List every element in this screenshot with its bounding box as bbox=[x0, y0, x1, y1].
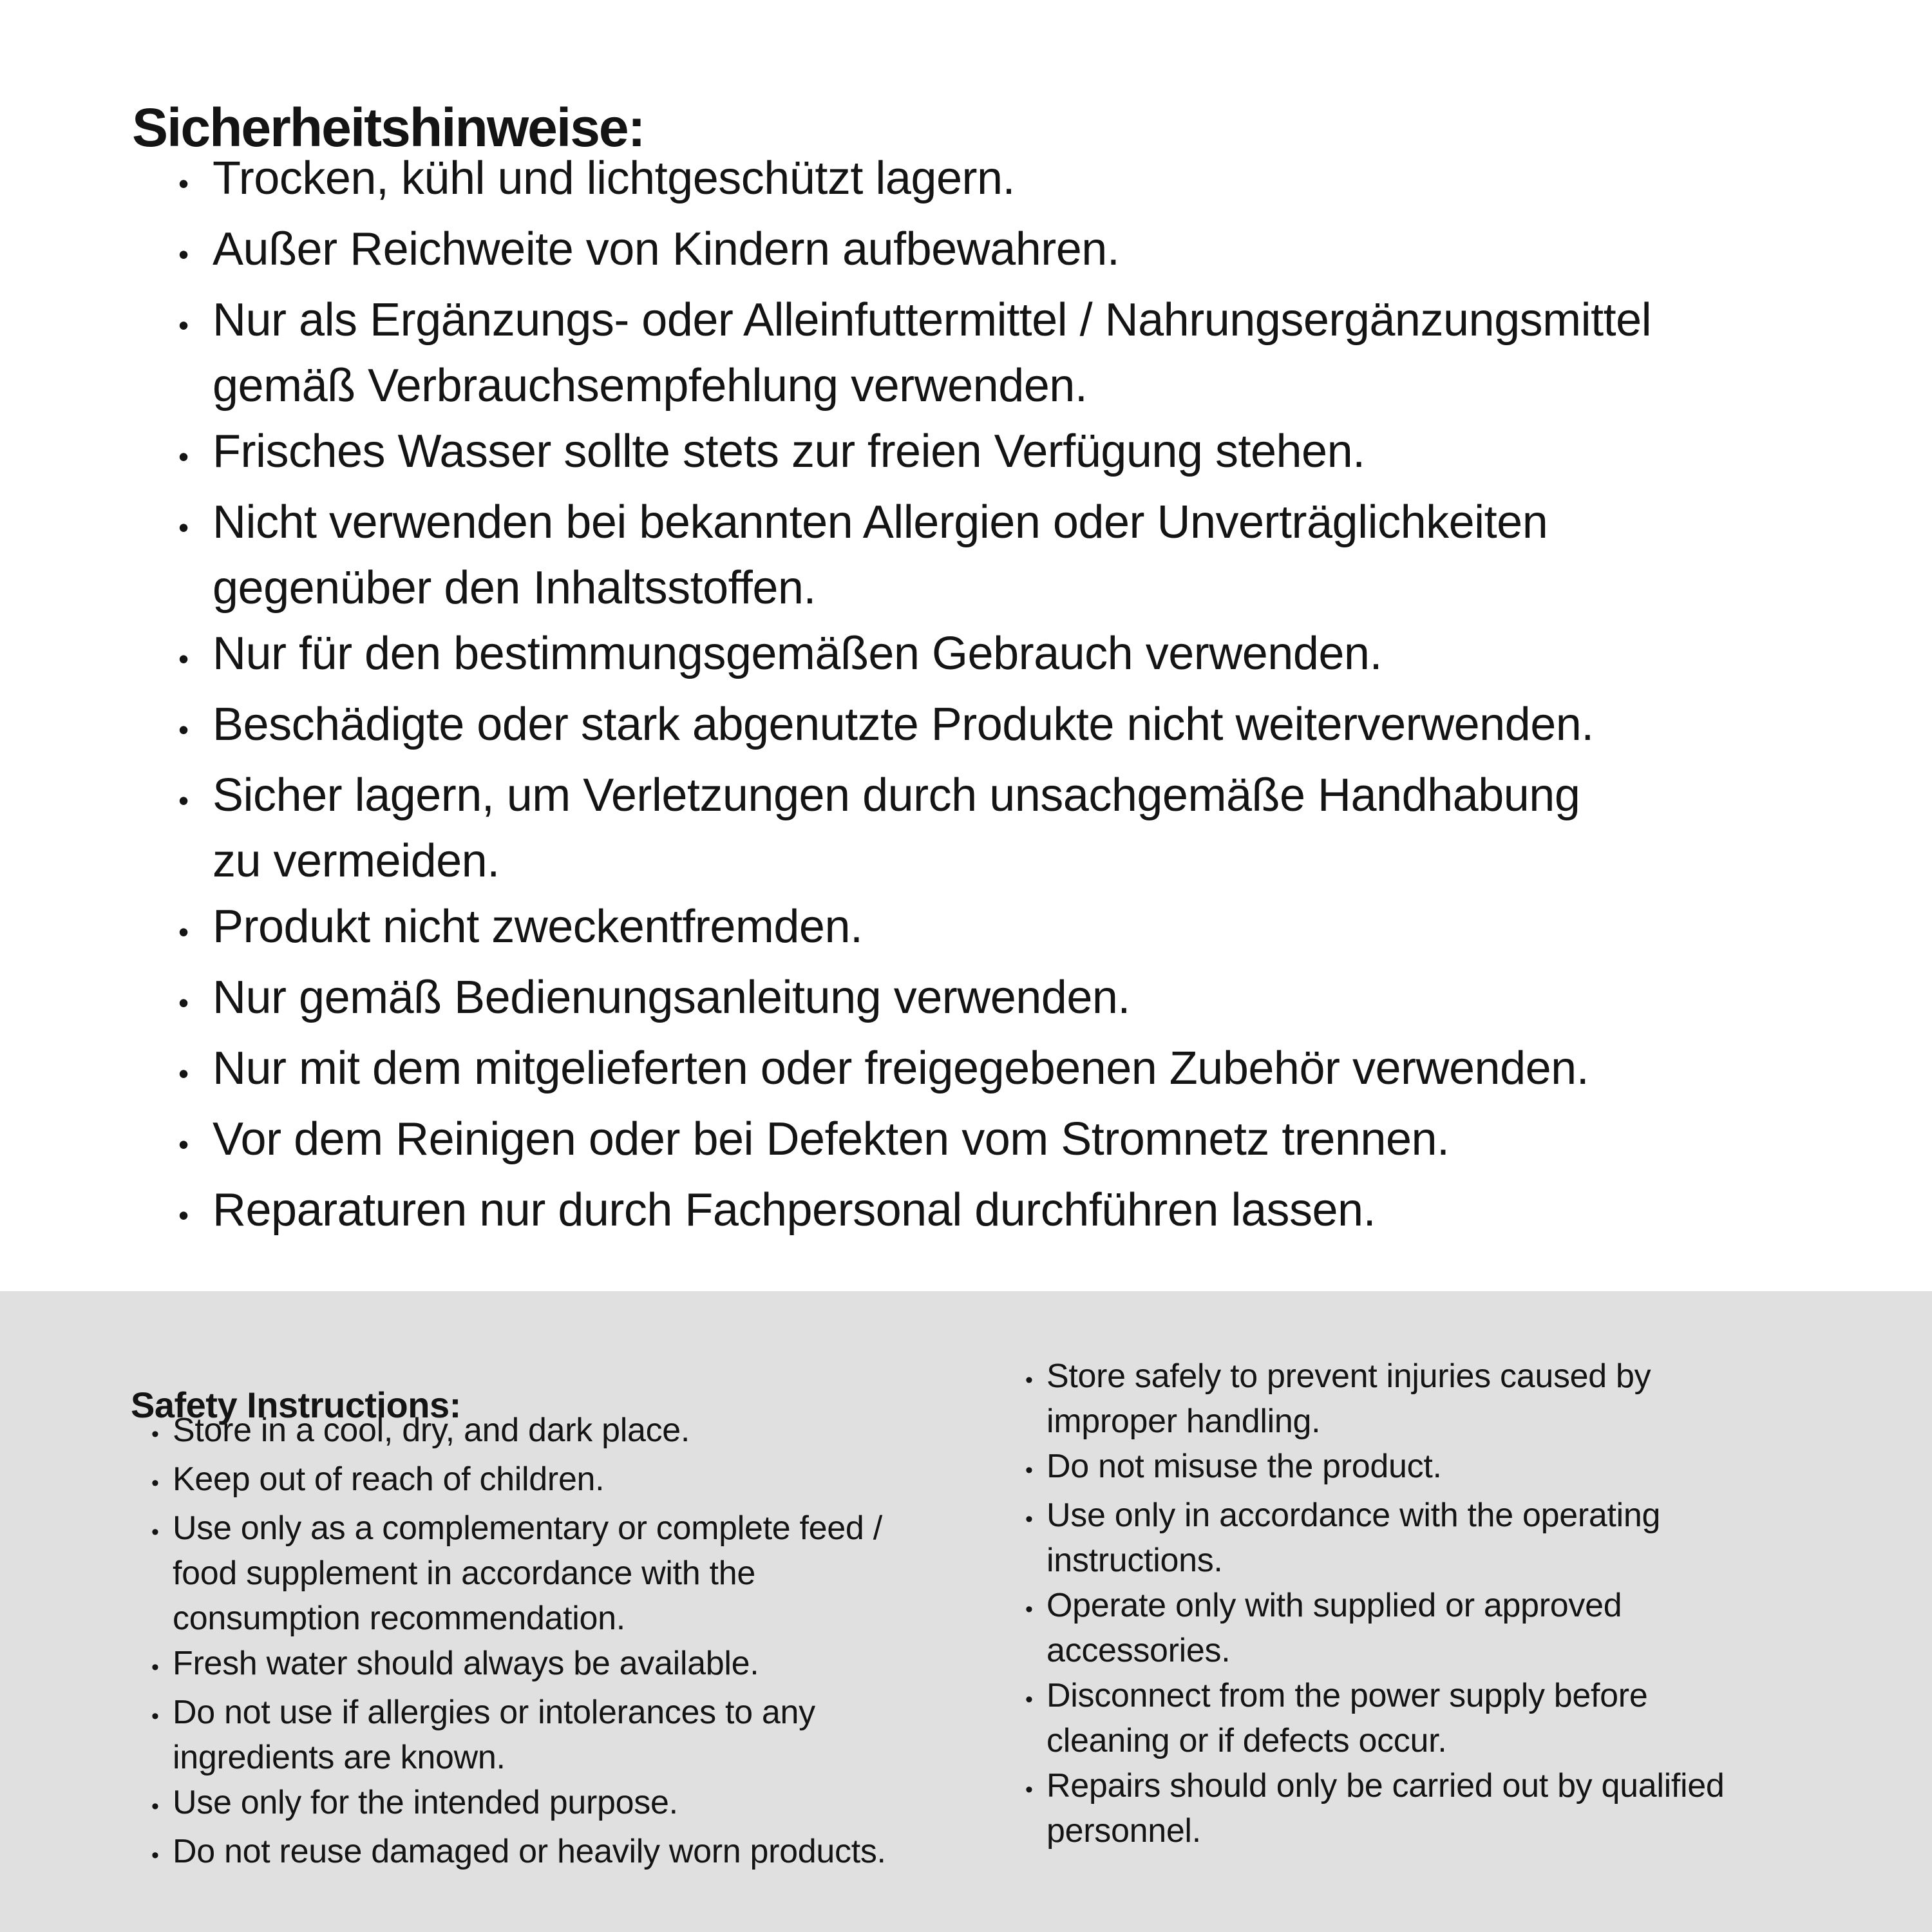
bullet-icon: • bbox=[178, 440, 189, 473]
list-item-text: Use only as a complementary or complete feed / food supplement in accordance with the consumption recommendation. bbox=[173, 1510, 882, 1637]
list-item-text: Beschädigte oder stark abgenutzte Produkte nicht weiterverwenden. bbox=[213, 699, 1594, 750]
bullet-icon: • bbox=[151, 1655, 159, 1680]
bullet-icon: • bbox=[178, 713, 189, 746]
list-item bbox=[151, 1780, 886, 1829]
list-item bbox=[178, 287, 1651, 419]
list-item-text: Do not misuse the product. bbox=[1046, 1448, 1442, 1485]
list-item-text: Nur als Ergänzungs- oder Alleinfuttermittel / Nahrungsergänzungsmittel gemäß Verbrauchsempfehlung verwenden. bbox=[213, 294, 1652, 412]
list-item bbox=[178, 965, 1651, 1036]
list-item-text: Store in a cool, dry, and dark place. bbox=[173, 1412, 690, 1449]
bullet-icon: • bbox=[1025, 1777, 1033, 1802]
list-item bbox=[151, 1408, 886, 1457]
bullet-icon: • bbox=[178, 1198, 189, 1232]
list-item-text: Use only for the intended purpose. bbox=[173, 1784, 678, 1821]
list-item-text: Use only in accordance with the operating instructions. bbox=[1046, 1497, 1661, 1579]
list-item-text: Nicht verwenden bei bekannten Allergien oder Unverträglichkeiten gegenüber den Inhaltsstoffen. bbox=[213, 497, 1548, 614]
list-item bbox=[178, 1177, 1651, 1248]
german-safety-list bbox=[178, 146, 1651, 1248]
list-item bbox=[178, 621, 1651, 692]
bullet-icon: • bbox=[178, 986, 189, 1019]
list-item-text: Disconnect from the power supply before cleaning or if defects occur. bbox=[1046, 1677, 1648, 1759]
german-section-title: Sicherheitshinweise: bbox=[132, 97, 645, 158]
english-safety-list-right-column bbox=[1025, 1354, 1725, 1853]
list-item bbox=[151, 1457, 886, 1506]
list-item-text: Nur mit dem mitgelieferten oder freigegebenen Zubehör verwenden. bbox=[213, 1043, 1589, 1094]
bullet-icon: • bbox=[151, 1843, 159, 1868]
list-item bbox=[178, 146, 1651, 216]
bullet-icon: • bbox=[151, 1794, 159, 1819]
english-safety-list-left-column bbox=[151, 1408, 886, 1878]
list-item bbox=[178, 216, 1651, 287]
list-item bbox=[1025, 1583, 1725, 1673]
list-item bbox=[1025, 1673, 1725, 1763]
bullet-icon: • bbox=[178, 308, 189, 342]
list-item bbox=[151, 1641, 886, 1690]
english-section-title: Safety Instructions: bbox=[131, 1385, 461, 1426]
bullet-icon: • bbox=[178, 238, 189, 271]
list-item-text: Außer Reichweite von Kindern aufbewahren. bbox=[213, 223, 1120, 275]
bullet-icon: • bbox=[1025, 1368, 1033, 1392]
list-item bbox=[178, 1036, 1651, 1106]
list-item bbox=[151, 1829, 886, 1878]
list-item bbox=[178, 489, 1651, 621]
list-item-text: Frisches Wasser sollte stets zur freien Verfügung stehen. bbox=[213, 426, 1365, 477]
list-item bbox=[1025, 1354, 1725, 1444]
bullet-icon: • bbox=[151, 1704, 159, 1728]
list-item-text: Do not reuse damaged or heavily worn products. bbox=[173, 1833, 886, 1870]
bullet-icon: • bbox=[178, 642, 189, 676]
list-item bbox=[1025, 1493, 1725, 1583]
list-item-text: Store safely to prevent injuries caused by improper handling. bbox=[1046, 1358, 1651, 1440]
list-item bbox=[178, 1106, 1651, 1177]
bullet-icon: • bbox=[178, 511, 189, 544]
list-item-text: Produkt nicht zweckentfremden. bbox=[213, 901, 863, 952]
list-item bbox=[178, 419, 1651, 489]
bullet-icon: • bbox=[151, 1422, 159, 1446]
list-item-text: Vor dem Reinigen oder bei Defekten vom Stromnetz trennen. bbox=[213, 1113, 1450, 1165]
bullet-icon: • bbox=[178, 784, 189, 817]
bullet-icon: • bbox=[1025, 1507, 1033, 1531]
bullet-icon: • bbox=[1025, 1458, 1033, 1482]
bullet-icon: • bbox=[151, 1520, 159, 1544]
list-item-text: Nur gemäß Bedienungsanleitung verwenden. bbox=[213, 972, 1130, 1023]
list-item bbox=[1025, 1444, 1725, 1493]
list-item bbox=[178, 692, 1651, 762]
list-item bbox=[178, 762, 1651, 894]
list-item-text: Repairs should only be carried out by qualified personnel. bbox=[1046, 1767, 1725, 1850]
list-item bbox=[1025, 1763, 1725, 1853]
list-item bbox=[178, 894, 1651, 965]
list-item bbox=[151, 1506, 886, 1641]
bullet-icon: • bbox=[178, 915, 189, 949]
bullet-icon: • bbox=[178, 1057, 189, 1090]
list-item-text: Reparaturen nur durch Fachpersonal durchführen lassen. bbox=[213, 1184, 1376, 1236]
bullet-icon: • bbox=[1025, 1687, 1033, 1712]
list-item-text: Operate only with supplied or approved accessories. bbox=[1046, 1587, 1622, 1669]
bullet-icon: • bbox=[151, 1471, 159, 1495]
list-item-text: Do not use if allergies or intolerances to any ingredients are known. bbox=[173, 1694, 815, 1776]
bullet-icon: • bbox=[178, 167, 189, 200]
list-item bbox=[151, 1690, 886, 1780]
list-item-text: Sicher lagern, um Verletzungen durch unsachgemäße Handhabung zu vermeiden. bbox=[213, 770, 1580, 887]
list-item-text: Nur für den bestimmungsgemäßen Gebrauch verwenden. bbox=[213, 628, 1382, 679]
list-item-text: Fresh water should always be available. bbox=[173, 1645, 759, 1682]
bullet-icon: • bbox=[178, 1128, 189, 1161]
bullet-icon: • bbox=[1025, 1597, 1033, 1622]
list-item-text: Keep out of reach of children. bbox=[173, 1461, 605, 1498]
list-item-text: Trocken, kühl und lichtgeschützt lagern. bbox=[213, 153, 1016, 204]
